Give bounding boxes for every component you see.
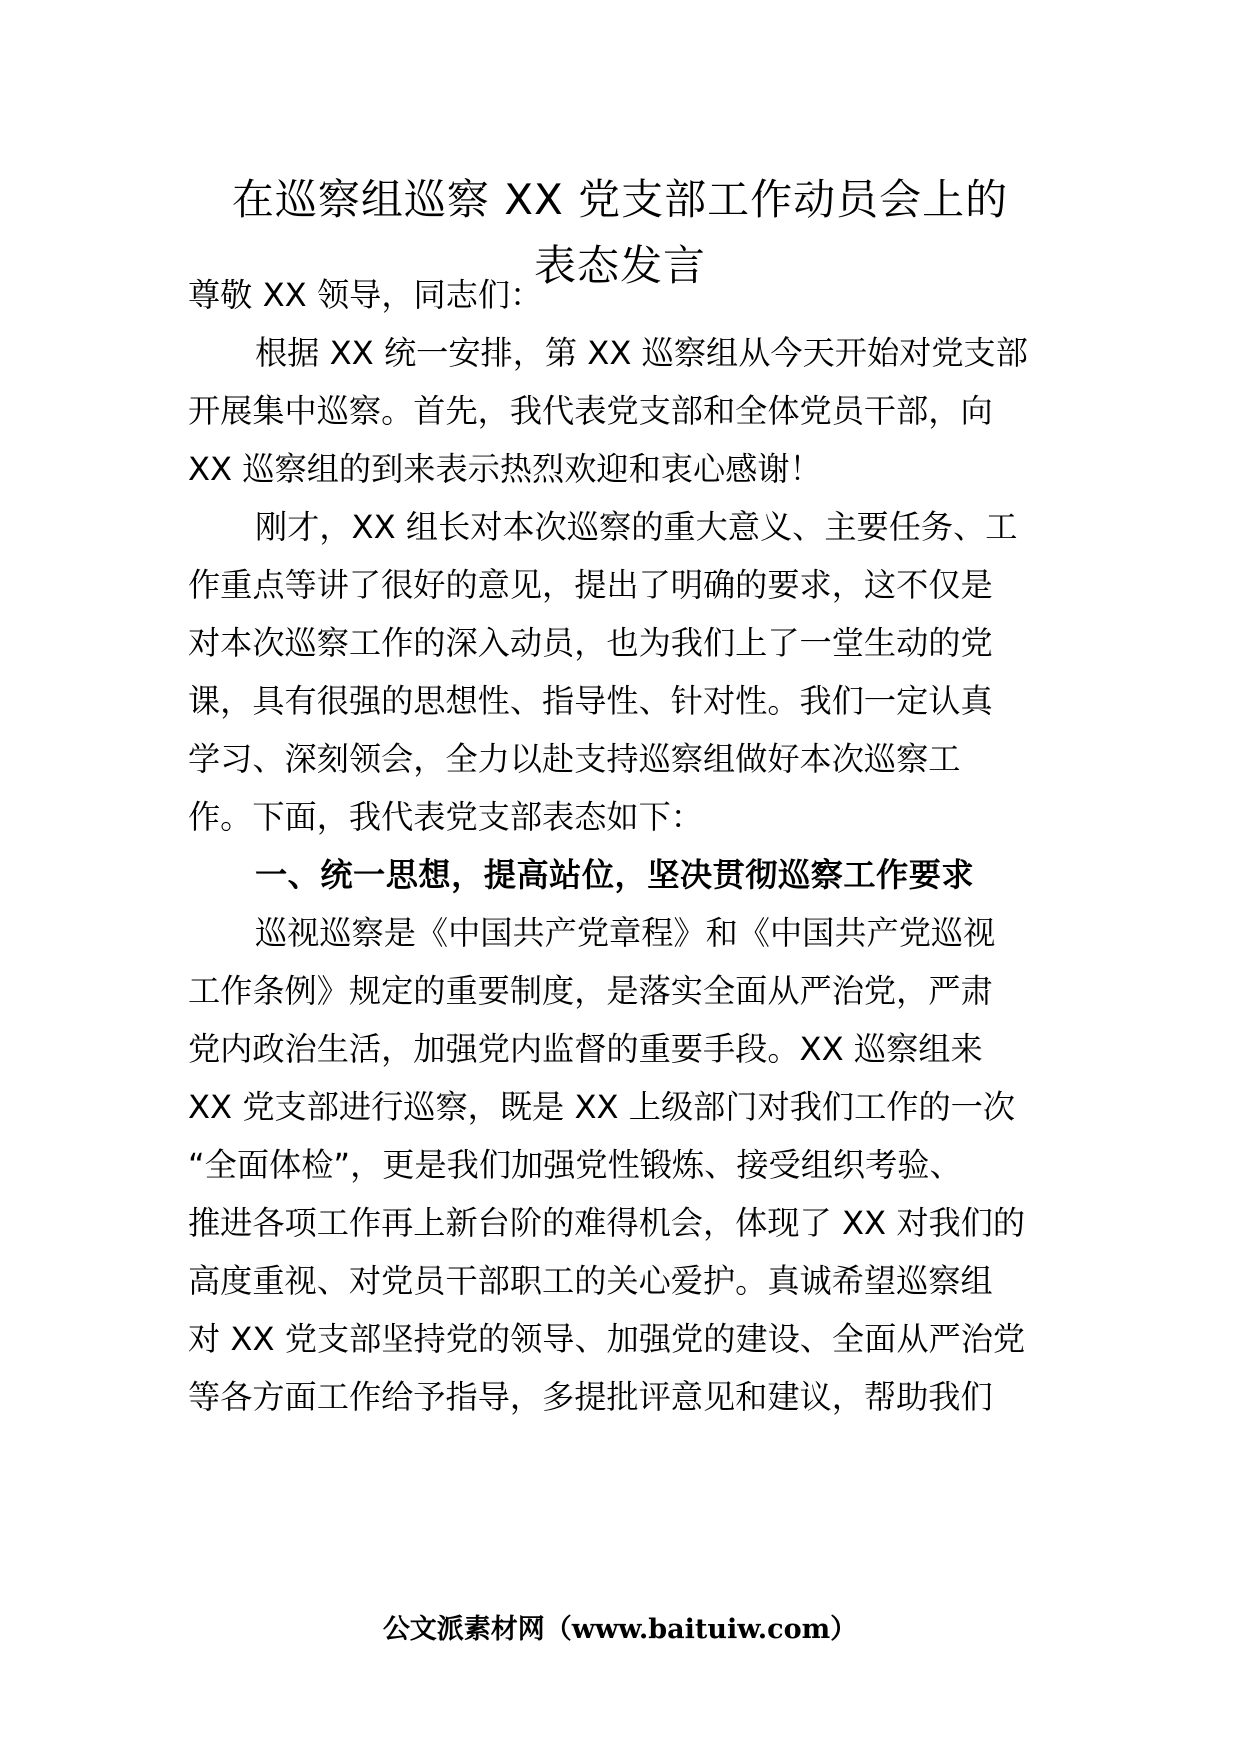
document-title-line-2: 表态发言 [533, 241, 706, 290]
body-line: XX 党支部进行巡察，既是 XX 上级部门对我们工作的一次 [188, 1088, 1016, 1126]
body-line: 作。下面，我代表党支部表态如下： [188, 798, 703, 836]
body-line: 巡视巡察是《中国共产党章程》和《中国共产党巡视 [255, 914, 996, 952]
body-line: 党内政治生活，加强党内监督的重要手段。XX 巡察组来 [188, 1030, 983, 1068]
body-line: 工作条例》规定的重要制度，是落实全面从严治党，严肃 [188, 972, 993, 1010]
body-line: XX 巡察组的到来表示热烈欢迎和衷心感谢！ [188, 450, 822, 488]
salutation: 尊敬 XX 领导，同志们： [188, 276, 543, 314]
section-heading: 一、统一思想，提高站位，坚决贯彻巡察工作要求 [255, 856, 975, 894]
body-line: 作重点等讲了很好的意见，提出了明确的要求，这不仅是 [188, 566, 993, 604]
body-line: 根据 XX 统一安排，第 XX 巡察组从今天开始对党支部 [255, 334, 1028, 372]
body-line: 开展集中巡察。首先，我代表党支部和全体党员干部，向 [188, 392, 993, 430]
body-line: 等各方面工作给予指导，多提批评意见和建议，帮助我们 [188, 1378, 993, 1416]
document-title-line-1: 在巡察组巡察 XX 党支部工作动员会上的 [231, 175, 1009, 224]
page-footer-watermark: 公文派素材网（www.baituiw.com） [382, 1614, 858, 1645]
body-line: 课，具有很强的思想性、指导性、针对性。我们一定认真 [188, 682, 993, 720]
body-line: 刚才，XX 组长对本次巡察的重大意义、主要任务、工 [255, 508, 1018, 546]
body-line: 对本次巡察工作的深入动员，也为我们上了一堂生动的党 [188, 624, 993, 662]
body-line: 推进各项工作再上新台阶的难得机会，体现了 XX 对我们的 [188, 1204, 1026, 1242]
body-line: 学习、深刻领会，全力以赴支持巡察组做好本次巡察工 [188, 740, 961, 778]
body-line: 高度重视、对党员干部职工的关心爱护。真诚希望巡察组 [188, 1262, 993, 1300]
body-line: 对 XX 党支部坚持党的领导、加强党的建设、全面从严治党 [188, 1320, 1026, 1358]
body-line: “全面体检”，更是我们加强党性锻炼、接受组织考验、 [188, 1146, 962, 1184]
